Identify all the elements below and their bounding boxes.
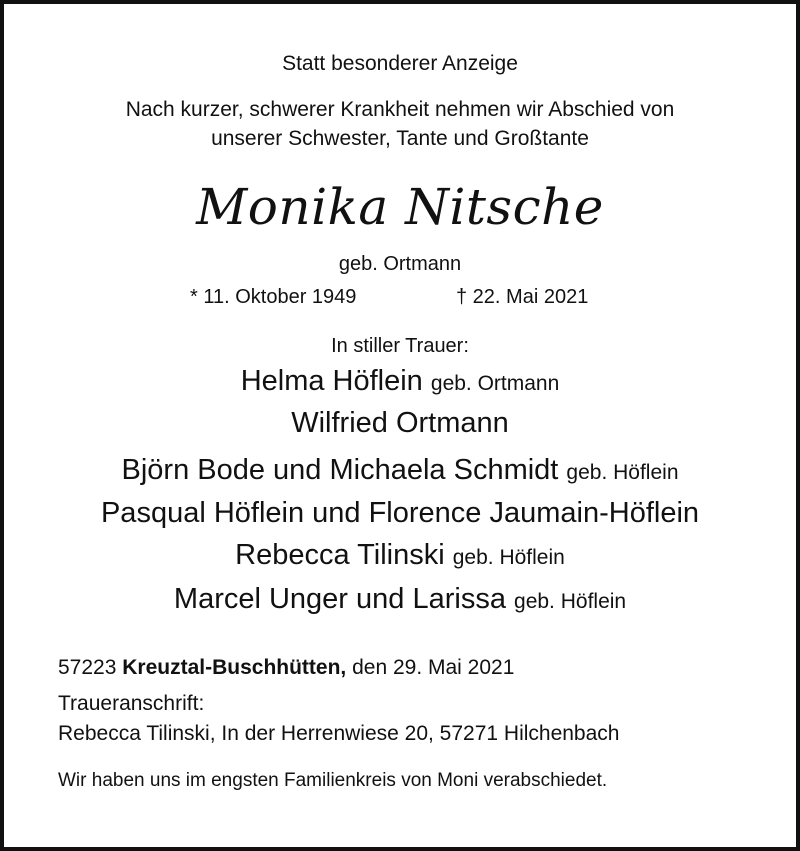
mourner-maiden-name: geb. Höflein [452, 546, 565, 569]
mourner-maiden-name: geb. Ortmann [430, 372, 560, 395]
mourner-line [0, 583, 800, 616]
mourner-line [0, 539, 800, 572]
mourning-address: Rebecca Tilinski, In der Herrenwiese 20, 57271 Hilchenbach [58, 722, 620, 745]
maiden-name: geb. Ortmann [338, 253, 462, 275]
mourner-name: Björn Bode und Michaela Schmidt [121, 454, 559, 486]
notice-heading: Statt besonderer Anzeige [282, 52, 518, 75]
intro-text-line-1: Nach kurzer, schwerer Krankheit nehmen wir Abschied von [125, 98, 675, 121]
mourner-line [0, 365, 800, 398]
mourning-intro: In stiller Trauer: [331, 335, 469, 357]
mourner-line [0, 454, 800, 487]
mourner-name: Wilfried Ortmann [291, 407, 509, 439]
mourner-line [0, 407, 800, 440]
birth-date: * 11. Oktober 1949 [190, 286, 357, 308]
mourner-maiden-name: geb. Höflein [566, 461, 679, 484]
mourner-name: Pasqual Höflein und Florence Jaumain-Höflein [100, 497, 700, 529]
farewell-note: Wir haben uns im engsten Familienkreis von Moni verabschiedet. [58, 770, 608, 791]
mourner-name: Rebecca Tilinski [235, 539, 445, 571]
death-date: † 22. Mai 2021 [456, 286, 589, 308]
address-label: Traueranschrift: [58, 692, 205, 715]
intro-text-line-2: unserer Schwester, Tante und Großtante [211, 127, 589, 150]
deceased-name: Monika Nitsche [196, 178, 604, 236]
postcode: 57223 [58, 656, 117, 679]
mourner-line [0, 497, 800, 530]
mourner-name: Marcel Unger und Larissa [173, 583, 506, 615]
place-date-line [58, 656, 514, 680]
mourner-maiden-name: geb. Höflein [514, 590, 627, 613]
mourner-name: Helma Höflein [240, 365, 423, 397]
notice-date: den 29. Mai 2021 [352, 656, 515, 679]
place-name: Kreuztal-Buschhütten, [122, 656, 347, 679]
